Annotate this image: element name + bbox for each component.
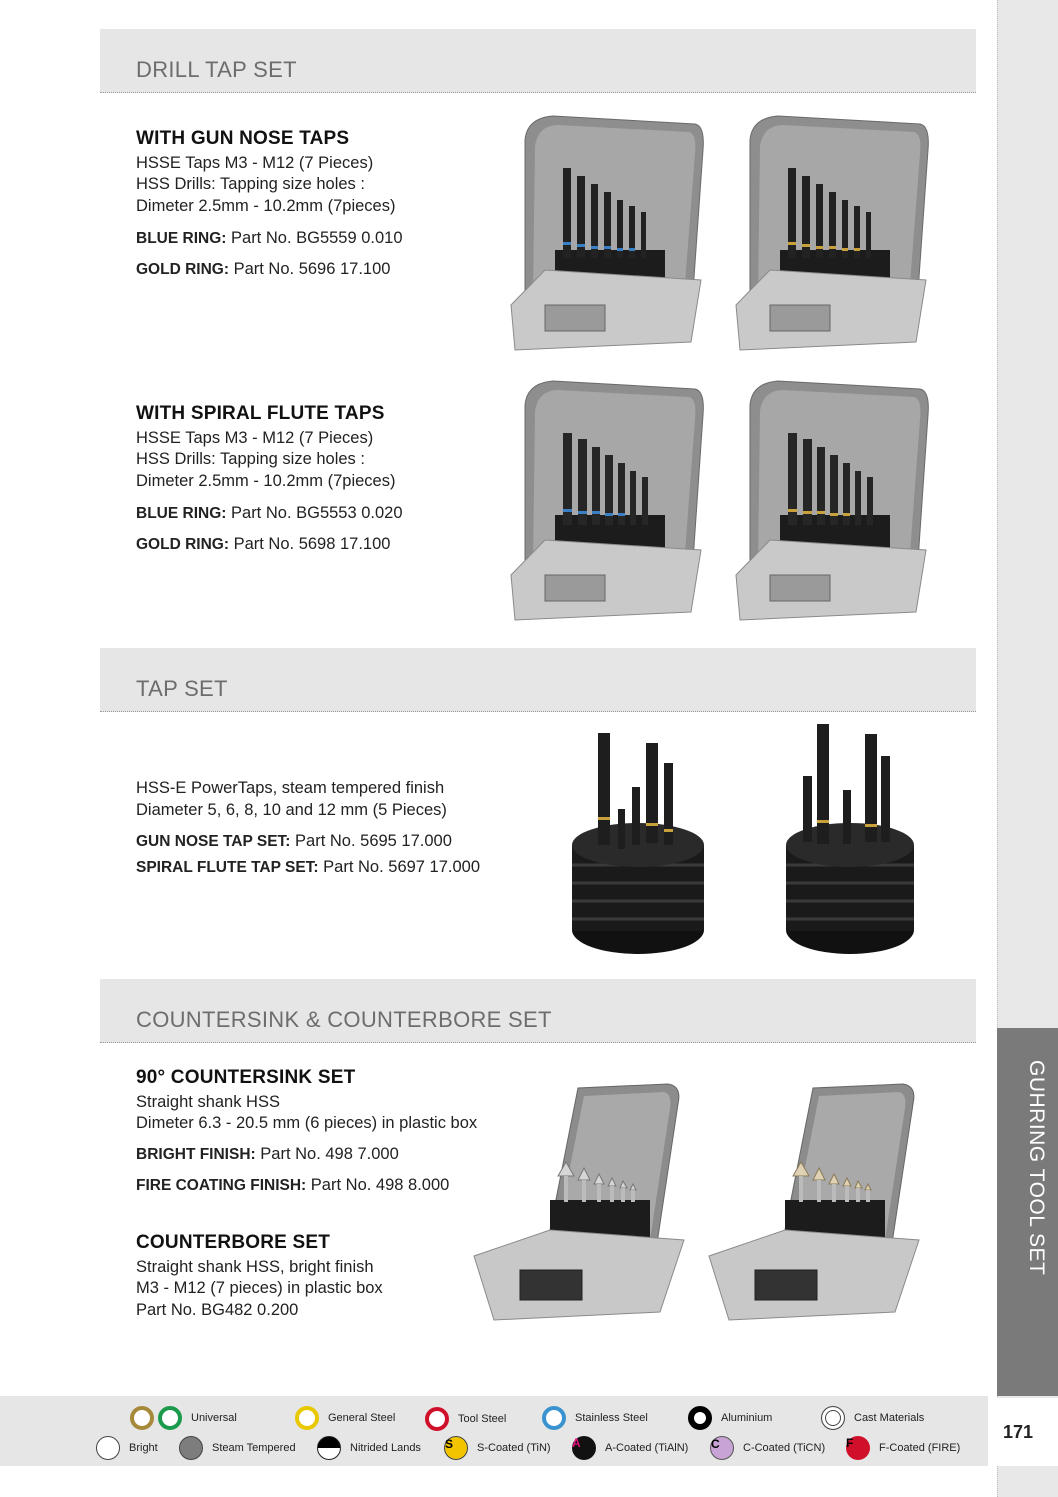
spec-line: Dimeter 2.5mm - 10.2mm (7pieces) bbox=[136, 196, 396, 215]
spec-line: HSS Drills: Tapping size holes : bbox=[136, 175, 365, 193]
legend-label: Universal bbox=[191, 1412, 237, 1424]
universal-green-ring-icon bbox=[158, 1406, 182, 1430]
drill-tap-case-image bbox=[505, 110, 710, 360]
legend-stainless-steel bbox=[542, 1405, 648, 1431]
legend-label: S-Coated (TiN) bbox=[477, 1442, 551, 1454]
universal-gold-ring-icon bbox=[130, 1406, 154, 1430]
spiral-tap-case-image bbox=[730, 375, 935, 630]
legend-label: A-Coated (TiAlN) bbox=[605, 1442, 689, 1454]
legend-steam-tempered bbox=[179, 1435, 296, 1461]
section-header-drill-tap-set bbox=[100, 29, 976, 93]
double-ring-icon bbox=[821, 1406, 845, 1430]
gun-nose-block bbox=[136, 128, 403, 280]
part-number-gold: GOLD RING: Part No. 5698 17.100 bbox=[136, 534, 391, 553]
spec-line: HSS Drills: Tapping size holes : bbox=[136, 450, 365, 468]
part-number-bright: BRIGHT FINISH: Part No. 498 7.000 bbox=[136, 1144, 399, 1163]
legend-c-coated bbox=[710, 1435, 825, 1461]
yellow-ring-icon bbox=[295, 1406, 319, 1430]
c-coated-icon: C bbox=[710, 1436, 734, 1460]
spec-line: HSS-E PowerTaps, steam tempered finish bbox=[136, 779, 445, 797]
half-black-circle-icon bbox=[317, 1436, 341, 1460]
drill-tap-case-image bbox=[730, 110, 935, 360]
chapter-tab-label: GUHRING TOOL SET bbox=[1025, 1060, 1048, 1276]
legend-cast-materials bbox=[821, 1405, 924, 1431]
spiral-tap-case-image bbox=[505, 375, 710, 630]
countersink-case-bright-image bbox=[470, 1080, 690, 1330]
legend-label: Nitrided Lands bbox=[350, 1442, 421, 1454]
white-circle-icon bbox=[96, 1436, 120, 1460]
legend-tool-steel bbox=[425, 1406, 506, 1432]
tap-set-block bbox=[136, 778, 480, 878]
legend-aluminium bbox=[688, 1405, 772, 1431]
legend-label: Bright bbox=[129, 1442, 158, 1454]
spec-line: Part No. BG482 0.200 bbox=[136, 1300, 299, 1319]
spec-line: Diameter 5, 6, 8, 10 and 12 mm (5 Pieces) bbox=[136, 800, 447, 819]
spec-line: Straight shank HSS, bright finish bbox=[136, 1257, 374, 1276]
material-coating-legend bbox=[0, 1396, 988, 1466]
a-coated-icon: A bbox=[572, 1436, 596, 1460]
legend-label: Aluminium bbox=[721, 1412, 773, 1424]
spec-line: Dimeter 6.3 - 20.5 mm (6 pieces) in plastic box bbox=[136, 1114, 478, 1132]
spec-line: Dimeter 2.5mm - 10.2mm (7pieces) bbox=[136, 471, 396, 490]
legend-s-coated bbox=[444, 1435, 551, 1461]
counterbore-block bbox=[136, 1232, 383, 1321]
part-number-gun-nose: GUN NOSE TAP SET: Part No. 5695 17.000 bbox=[136, 832, 452, 850]
spiral-flute-block bbox=[136, 403, 403, 555]
spiral-flute-title: WITH SPIRAL FLUTE TAPS bbox=[136, 403, 385, 424]
part-number-fire: FIRE COATING FINISH: Part No. 498 8.000 bbox=[136, 1176, 450, 1194]
spec-line: M3 - M12 (7 pieces) in plastic box bbox=[136, 1279, 383, 1297]
spec-line: HSSE Taps M3 - M12 (7 Pieces) bbox=[136, 153, 374, 172]
section-title: COUNTERSINK & COUNTERBORE SET bbox=[136, 1007, 552, 1032]
gun-nose-title: WITH GUN NOSE TAPS bbox=[136, 128, 350, 149]
counterbore-title: COUNTERBORE SET bbox=[136, 1232, 331, 1253]
spec-line: HSSE Taps M3 - M12 (7 Pieces) bbox=[136, 428, 374, 447]
section-title: DRILL TAP SET bbox=[136, 57, 297, 82]
section-header-tap-set bbox=[100, 648, 976, 712]
page-number: 171 bbox=[1003, 1422, 1034, 1442]
spec-line: Straight shank HSS bbox=[136, 1092, 280, 1111]
spiral-flute-tap-stand-image bbox=[775, 720, 925, 960]
part-number-gold: GOLD RING: Part No. 5696 17.100 bbox=[136, 259, 391, 278]
grey-circle-icon bbox=[179, 1436, 203, 1460]
legend-f-coated bbox=[846, 1435, 960, 1461]
legend-label: Tool Steel bbox=[458, 1413, 507, 1425]
gun-nose-tap-stand-image bbox=[560, 725, 715, 960]
countersink-title: 90° COUNTERSINK SET bbox=[136, 1067, 356, 1088]
legend-label: Steam Tempered bbox=[212, 1442, 296, 1454]
legend-label: F-Coated (FIRE) bbox=[879, 1442, 961, 1454]
s-coated-icon: S bbox=[444, 1436, 468, 1460]
section-header-countersink bbox=[100, 979, 976, 1043]
red-ring-icon bbox=[425, 1407, 449, 1431]
legend-bright bbox=[96, 1435, 158, 1461]
countersink-case-fire-image bbox=[705, 1080, 925, 1330]
blue-ring-icon bbox=[542, 1406, 566, 1430]
legend-general-steel bbox=[295, 1405, 395, 1431]
black-ring-icon bbox=[688, 1406, 712, 1430]
section-title: TAP SET bbox=[136, 676, 228, 701]
legend-label: General Steel bbox=[328, 1412, 396, 1424]
legend-label: Stainless Steel bbox=[575, 1412, 648, 1424]
part-number-blue: BLUE RING: Part No. BG5553 0.020 bbox=[136, 504, 403, 522]
legend-label: C-Coated (TiCN) bbox=[743, 1442, 826, 1454]
legend-label: Cast Materials bbox=[854, 1412, 925, 1424]
part-number-spiral: SPIRAL FLUTE TAP SET: Part No. 5697 17.000 bbox=[136, 857, 481, 876]
legend-universal bbox=[130, 1405, 237, 1431]
part-number-blue: BLUE RING: Part No. BG5559 0.010 bbox=[136, 229, 403, 247]
f-coated-icon: F bbox=[846, 1436, 870, 1460]
legend-nitrided-lands bbox=[317, 1435, 421, 1461]
countersink-block bbox=[136, 1067, 477, 1197]
legend-a-coated bbox=[572, 1435, 688, 1461]
